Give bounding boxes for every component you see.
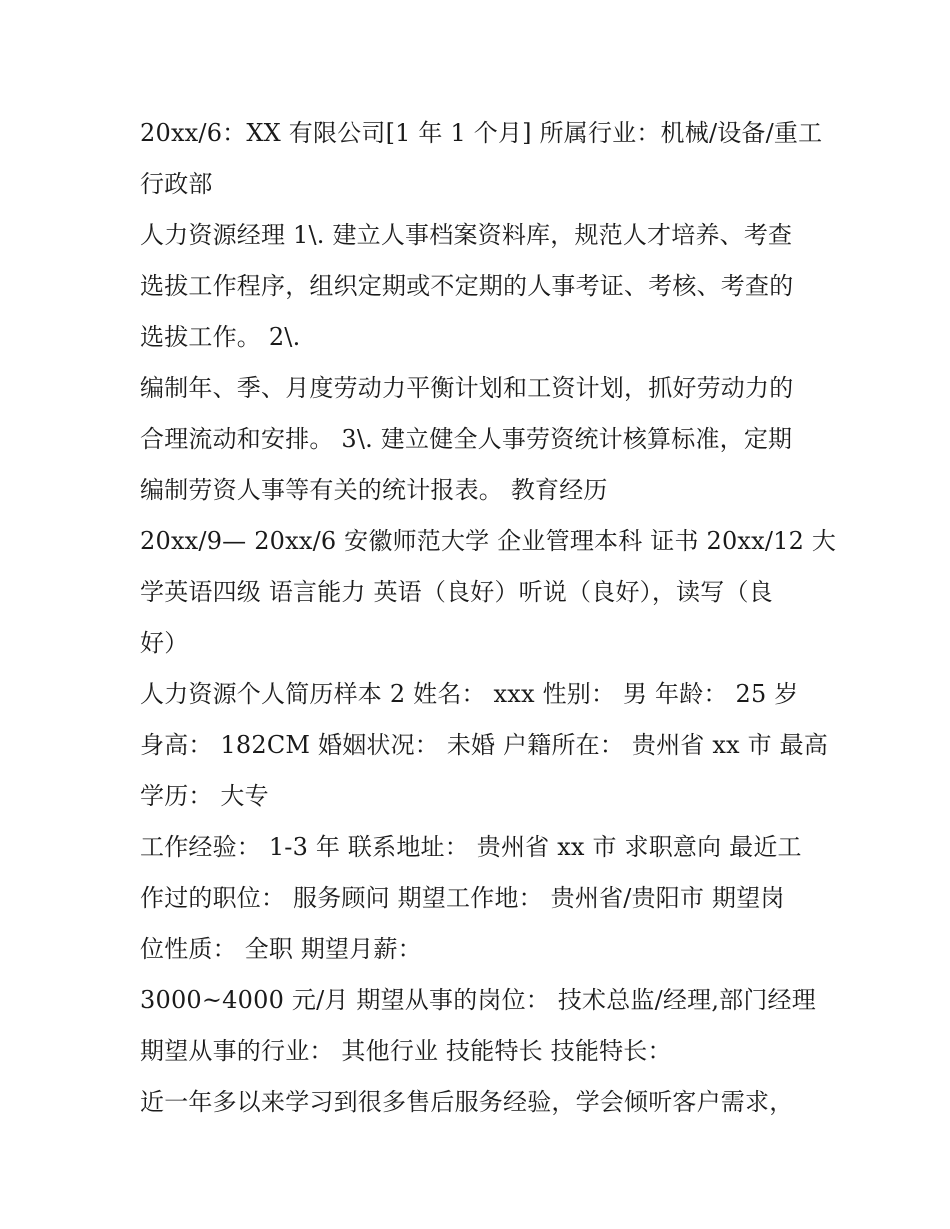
text-line: 好） [140, 629, 189, 657]
text-line: 20xx/6：XX 有限公司[1 年 1 个月] 所属行业：机械/设备/重工 [140, 119, 823, 147]
text-line: 选拔工作。 2\. [140, 323, 301, 351]
text-line: 3000~4000 元/月 期望从事的岗位： 技术总监/经理,部门经理 [140, 986, 816, 1014]
text-line: 作过的职位： 服务顾问 期望工作地： 贵州省/贵阳市 期望岗 [140, 884, 785, 912]
text-line: 编制年、季、月度劳动力平衡计划和工资计划，抓好劳动力的 [140, 374, 794, 402]
text-line: 选拔工作程序，组织定期或不定期的人事考证、考核、考查的 [140, 272, 794, 300]
text-line: 行政部 [140, 170, 213, 198]
text-line: 学英语四级 语言能力 英语（良好）听说（良好），读写（良 [140, 578, 773, 606]
text-line: 学历： 大专 [140, 782, 269, 810]
text-line: 身高： 182CM 婚姻状况： 未婚 户籍所在： 贵州省 xx 市 最高 [140, 731, 829, 759]
text-line: 编制劳资人事等有关的统计报表。 教育经历 [140, 476, 608, 504]
text-line: 人力资源个人简历样本 2 姓名： xxx 性别： 男 年龄： 25 岁 [140, 680, 799, 708]
text-line: 合理流动和安排。 3\. 建立健全人事劳资统计核算标准，定期 [140, 425, 793, 453]
text-line: 近一年多以来学习到很多售后服务经验，学会倾听客户需求， [140, 1088, 794, 1116]
text-line: 工作经验： 1-3 年 联系地址： 贵州省 xx 市 求职意向 最近工 [140, 833, 802, 861]
text-line: 20xx/9— 20xx/6 安徽师范大学 企业管理本科 证书 20xx/12 大 [140, 527, 837, 555]
document-body [140, 108, 837, 1128]
text-line: 位性质： 全职 期望月薪： [140, 935, 422, 963]
text-line: 期望从事的行业： 其他行业 技能特长 技能特长： [140, 1037, 672, 1065]
text-line: 人力资源经理 1\. 建立人事档案资料库，规范人才培养、考查 [140, 221, 793, 249]
